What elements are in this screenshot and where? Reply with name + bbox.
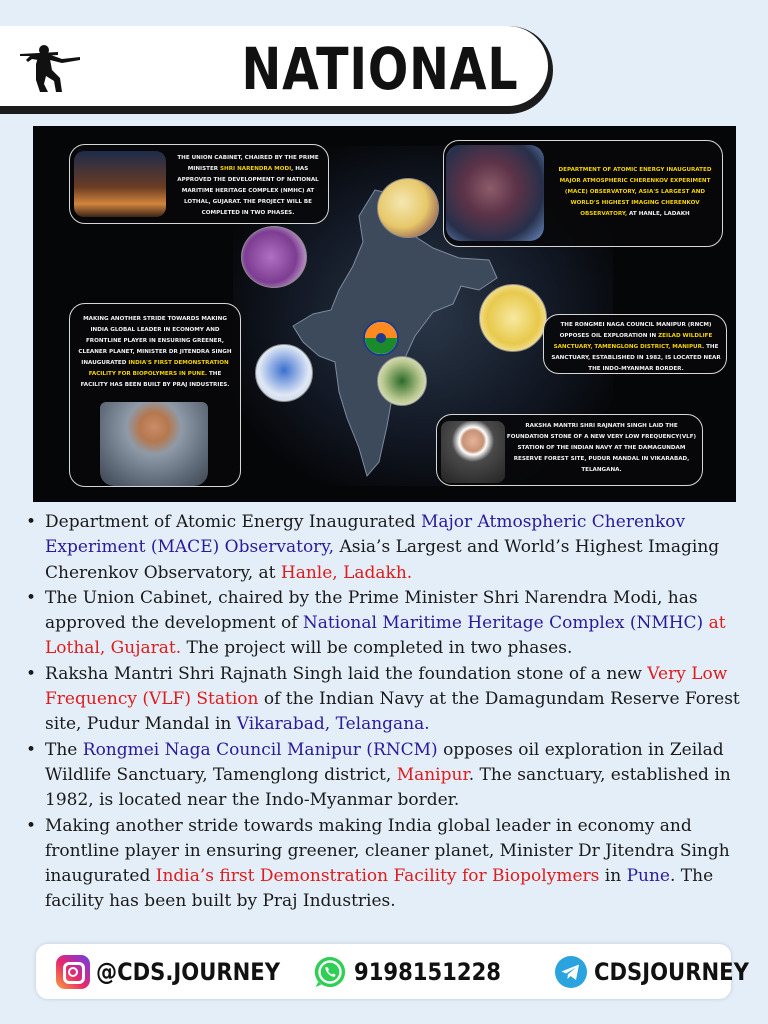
whatsapp-number: 9198151228 — [354, 958, 501, 986]
manipur-map-bubble — [479, 284, 547, 352]
soldier-with-rifle-icon — [18, 40, 82, 96]
rncm-card-text: THE RONGMEI NAGA COUNCIL MANIPUR (RNCM) OPPOSES OIL EXPLORATION IN ZEILAD WILDLIFE SANCTUARY, TAMENGLONG DISTRICT, MANIPUR. THE SANCTUARY, ESTABLISHED IN 1982, IS LOCATED NEAR THE INDO-MYANMAR BORDER. — [551, 322, 721, 372]
telegram-handle: CDSJOURNEY — [594, 958, 749, 986]
whatsapp-icon — [312, 954, 348, 990]
mace-telescope-photo — [446, 145, 544, 241]
nmhc-card-text: THE UNION CABINET, CHAIRED BY THE PRIME MINISTER SHRI NARENDRA MODI, HAS APPROVED THE DEVELOPMENT OF NATIONAL MARITIME HERITAGE COMPLEX (NMHC) AT LOTHAL, GUJARAT. THE PROJECT WILL BE COMPLETED IN TWO PHASES. — [177, 155, 319, 216]
instagram-link[interactable] — [56, 956, 305, 988]
nmhc-photo — [74, 151, 166, 217]
biopolymers-news-card — [69, 303, 241, 487]
raksha-mantri-portrait — [441, 421, 505, 483]
telegram-icon — [554, 955, 588, 989]
vlf-card-text: RAKSHA MANTRI SHRI RAJNATH SINGH LAID THE FOUNDATION STONE OF A NEW VERY LOW FREQUENCY(VLF) STATION OF THE INDIAN NAVY AT THE DAMAGUNDAM RESERVE FOREST SITE, PUDUR MANDAL IN VIKARABAD, TELANGANA. — [506, 423, 697, 473]
contact-footer — [36, 944, 749, 999]
bullet-item-nmhc: • The Union Cabinet, chaired by the Prime Minister Shri Narendra Modi, has approved the development of National Maritime Heritage Complex (NMHC) at Lothal, Gujarat. The project will be completed in two phases. — [22, 586, 746, 662]
bullet-item-vlf: • Raksha Mantri Shri Rajnath Singh laid the foundation stone of a new Very Low Frequency (VLF) Station of the Indian Navy at the Damagundam Reserve Forest site, Pudur Mandal in Vikarabad, Telangana. — [22, 662, 746, 738]
ladakh-map-bubble — [377, 178, 439, 238]
telegram-link[interactable] — [554, 956, 768, 988]
biopolymers-card-text: MAKING ANOTHER STRIDE TOWARDS MAKING INDIA GLOBAL LEADER IN ECONOMY AND FRONTLINE PLAYER IN ENSURING GREENER, CLEANER PLANET, MINISTER DR JITENDRA SINGH INAUGURATED INDIA'S FIRST DEMONSTRATION FACILITY FOR BIOPOLYMERS IN PUNE. THE FACILITY HAS BEEN BUILT BY PRAJ INDUSTRIES. — [78, 316, 232, 388]
vlf-news-card — [436, 414, 703, 486]
instagram-handle: @CDS.JOURNEY — [96, 958, 281, 986]
nmhc-news-card — [69, 144, 329, 224]
news-bullet-list — [22, 510, 746, 915]
bullet-item-mace: • Department of Atomic Energy Inaugurated Major Atmospheric Cherenkov Experiment (MACE) Observatory, Asia’s Largest and World’s Highest Imaging Cherenkov Observatory, at Hanle, Ladakh. — [22, 510, 746, 586]
mace-news-card — [443, 140, 723, 247]
bullet-item-biopolymers: • Making another stride towards making India global leader in economy and frontline player in ensuring greener, cleaner planet, Minister Dr Jitendra Singh inaugurated India’s first Demonstration Facility for Biopolymers in Pune. The facility has been built by Praj Industries. — [22, 814, 746, 915]
telangana-map-bubble — [377, 356, 427, 406]
instagram-icon — [56, 955, 90, 989]
maharashtra-map-bubble — [255, 344, 313, 402]
page-title: NATIONAL — [241, 35, 519, 103]
mace-card-text: DEPARTMENT OF ATOMIC ENERGY INAUGURATED MAJOR ATMOSPHERIC CHERENKOV EXPERIMENT (MACE) OBSERVATORY, ASIA'S LARGEST AND WORLD'S HIGHEST IMAGING CHERENKOV OBSERVATORY, AT HANLE, LADAKH — [558, 167, 712, 217]
bullet-item-rncm: • The Rongmei Naga Council Manipur (RNCM) opposes oil exploration in Zeilad Wildlife Sanctuary, Tamenglong district, Manipur. The sanctuary, established in 1982, is located near the Indo-Myanmar border. — [22, 738, 746, 814]
rncm-news-card — [543, 314, 727, 374]
infographic-poster — [33, 126, 736, 502]
gujarat-map-bubble — [241, 226, 307, 288]
whatsapp-link[interactable] — [312, 956, 521, 988]
minister-portrait — [100, 402, 208, 486]
